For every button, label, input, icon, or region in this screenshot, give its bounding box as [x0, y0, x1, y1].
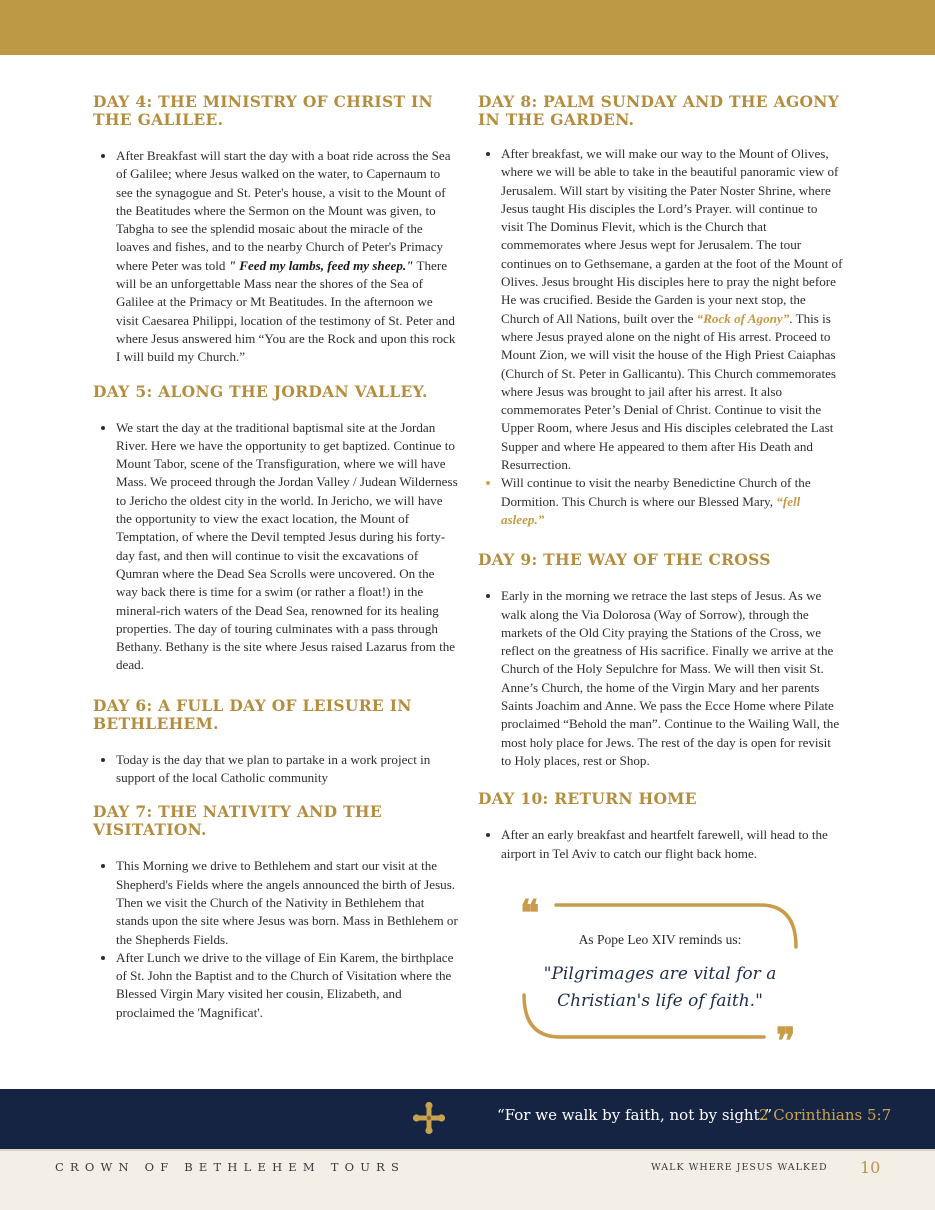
brand-name: CROWN OF BETHLEHEM TOURS — [55, 1160, 406, 1174]
footer-verse: “For we walk by faith, not by sight.” — [497, 1106, 773, 1124]
cross-icon — [412, 1101, 446, 1135]
open-quote-icon: ❝ — [520, 892, 540, 934]
day-7-item-2: • After Lunch we drive to the village of Ein Karem, the birthplace of St. John the Baptist and to the Church of Visitation where the Blessed Virgin Mary visited her cousin, Elizabeth, and proclaimed the 'Magnificat'. — [116, 949, 458, 1022]
day-4-list — [93, 147, 458, 367]
day-8-item-2 — [501, 474, 843, 529]
day-8-text-after: . This is where Jesus prayed alone on the night of His arrest. Proceed to Mount Zion, we will visit the house of the High Priest Caiaphas (Church of St. Peter in Gallicantu). This Church commemorates where Jesus was brought to jail after his arrest. It also commemorates Peter’s Denial of Christ. Continue to visit the Upper Room, where Jesus and His disciples celebrated the Last Supper and where He appeared to them after His Death and Resurrection. — [501, 310, 837, 473]
day-9-list — [478, 587, 843, 770]
day-4-emphasis: " Feed my lambs, feed my sheep." — [228, 257, 414, 273]
day-7-title: DAY 7: THE NATIVITY AND THE VISITATION. — [93, 802, 382, 840]
day-6-list — [93, 751, 458, 788]
day-8-item-2-emphasis: “fell asleep.” — [501, 493, 801, 527]
day-10-list — [478, 826, 843, 863]
day-8-text-before: After breakfast, we will make our way to the Mount of Olives, where we will be able to take in the beautiful panoramic view of Jerusalem. Will start by visiting the Pater Noster Shrine, where Jesus taught His disciples the Lord’s Prayer. will continue to visit The Dominus Flevit, which is the Church that commemorates where Jesus wept for Jerusalem. The tour continues on to Gethsemane, a garden at the foot of the Mount of Olives. Jesus brought His disciples here to pray the night before He was crucified. Beside the Garden is your next stop, the Church of All Nations, built over the — [501, 146, 843, 326]
day-8-emphasis: “Rock of Agony” — [696, 310, 790, 326]
day-4-text-after: There will be an unforgettable Mass near the shores of the Sea of Galilee at the Primacy or Mt Beatitudes. In the afternoon we visit Caesarea Philippi, location of the testimony of St. Peter and where Jesus answered him “You are the Rock and upon this rock I will build my Church.” — [116, 257, 456, 365]
quote-lead: As Pope Leo XIV reminds us: — [578, 932, 742, 947]
top-gold-band — [0, 0, 935, 55]
day-8-item-1 — [501, 145, 843, 474]
day-10-title: DAY 10: RETURN HOME — [478, 789, 697, 809]
day-8-list — [478, 145, 843, 529]
footer-tagline: WALK WHERE JESUS WALKED — [651, 1162, 828, 1173]
day-8-item-2-text: Will continue to visit the nearby Benedictine Church of the Dormition. This Church is where our Blessed Mary, — [501, 475, 811, 509]
close-quote-icon: ❞ — [776, 1020, 796, 1062]
footer-verse-reference: 2 Corinthians 5:7 — [759, 1106, 892, 1124]
day-9-title: DAY 9: THE WAY OF THE CROSS — [478, 550, 771, 570]
day-9-item-1: • Early in the morning we retrace the last steps of Jesus. As we walk along the Via Dolorosa (Way of Sorrow), through the markets of the Old City praying the Stations of the Cross, we reflect on the greatness of His sacrifice. Finally we arrive at the Church of the Holy Sepulchre for Mass. We will then visit St. Anne’s Church, the home of the Virgin Mary and her parents Saints Joachim and Anne. We pass the Ecce Home where Pilate proclaimed “Behold the man”. Continue to the Wailing Wall, the most holy place for Jews. The rest of the day is open for revisit to Holy places, rest or Shop. — [501, 587, 843, 770]
day-4-title: DAY 4: THE MINISTRY OF CHRIST IN THE GALILEE. — [93, 92, 434, 129]
day-4-text-before: After Breakfast will start the day with a boat ride across the Sea of Galilee; where Jesus walked on the water, to Capernaum to see the synagogue and St. Peter's house, a visit to the Mount of the Beatitudes where the Sermon on the Mount was given, to Tabgha to see the splendid mosaic about the miracle of the loaves and fishes, and to the nearby Church of Peter's Primacy where Peter was told — [116, 148, 451, 273]
day-5-item-1: • We start the day at the traditional baptismal site at the Jordan River. Here we have the opportunity to get baptized. Continue to Mount Tabor, scene of the Transfiguration, where we will have Mass. We proceed through the Jordan Valley / Judean Wilderness to Jericho the oldest city in the world. In Jericho, we will have the opportunity to view the exact location, the Mount of Temptation, of where the Devil tempted Jesus during his forty-day fast, and then will continue to visit the excavations of Qumran where the Dead Sea Scrolls were uncovered. On the way back there is time for a swim (or rather a float!) in the mineral-rich waters of the Dead Sea, renowned for its healing properties. The day of touring culminates with a pass through Bethany. Bethany is the site where Jesus raised Lazarus from the dead. — [116, 419, 458, 675]
day-5-list — [93, 419, 458, 675]
page-number: 10 — [860, 1158, 881, 1177]
day-6-title: DAY 6: A FULL DAY OF LEISURE IN BETHLEHEM. — [93, 695, 412, 733]
quote-text: "Pilgrimages are vital for a Christian's life of faith." — [543, 964, 777, 1011]
day-7-item-1: • This Morning we drive to Bethlehem and start our visit at the Shepherd's Fields where the angels announced the birth of Jesus. Then we visit the Church of the Nativity in Bethlehem that stands upon the site where Jesus was born. Mass in Bethlehem or the Shepherds Fields. — [116, 857, 458, 948]
day-10-item-1: • After an early breakfast and heartfelt farewell, will head to the airport in Tel Aviv to catch our flight back home. — [501, 826, 843, 863]
day-8-title: DAY 8: PALM SUNDAY AND THE AGONY IN THE GARDEN. — [478, 92, 840, 129]
footer-band — [0, 1149, 935, 1210]
left-column — [93, 93, 458, 1038]
day-4-item-1 — [116, 147, 458, 367]
day-7-list — [93, 857, 458, 1022]
pilgrimage-quote — [520, 892, 810, 1062]
day-6-item-1: • Today is the day that we plan to partake in a work project in support of the local Catholic community — [116, 751, 458, 788]
right-column — [478, 93, 843, 879]
day-5-title: DAY 5: ALONG THE JORDAN VALLEY. — [93, 381, 428, 401]
